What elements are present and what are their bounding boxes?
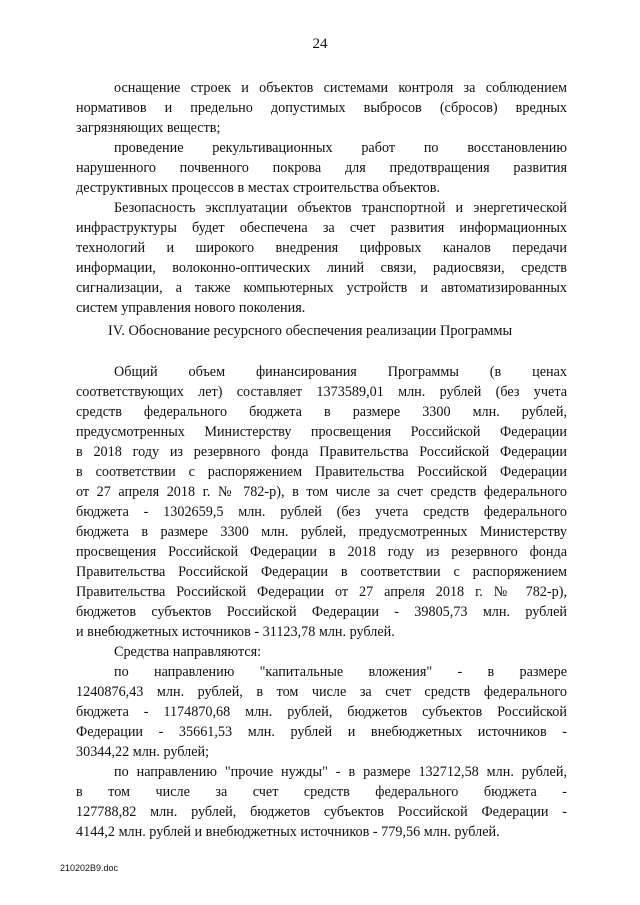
text-line: технологий и широкого внедрения цифровых каналов передачи — [76, 240, 567, 256]
text-line: Правительства Российской Федерации в соответствии с распоряжением — [76, 564, 567, 580]
text-line: соответствующих лет) составляет 1373589,01 млн. рублей (без учета — [76, 384, 567, 400]
text-line: Безопасность эксплуатации объектов транспортной и энергетической — [114, 200, 567, 216]
text-line: деструктивных процессов в местах строительства объектов. — [76, 180, 440, 196]
text-line: по направлению "прочие нужды" - в размере 132712,58 млн. рублей, — [114, 764, 567, 780]
text-line: Правительства Российской Федерации от 27 апреля 2018 г. № 782-р), — [76, 584, 567, 600]
page-number: 24 — [312, 36, 328, 52]
text-line: бюджета в размере 3300 млн. рублей, предусмотренных Министерству — [76, 524, 567, 540]
text-line: бюджета - 1174870,68 млн. рублей, бюджетов субъектов Российской — [76, 704, 567, 720]
text-line: информации, волоконно-оптических линий связи, радиосвязи, средств — [76, 260, 567, 276]
text-line: предусмотренных Министерству просвещения Российской Федерации — [76, 424, 567, 440]
text-line: бюджета - 1302659,5 млн. рублей (без учета средств федерального — [76, 504, 567, 520]
text-line: Федерации - 35661,53 млн. рублей и внебюджетных источников - — [76, 724, 567, 740]
text-line: 4144,2 млн. рублей и внебюджетных источников - 779,56 млн. рублей. — [76, 824, 500, 840]
text-line: средств федерального бюджета в размере 3300 млн. рублей, — [76, 404, 567, 420]
footer-filename: 210202В9.doc — [60, 863, 119, 873]
text-line: просвещения Российской Федерации в 2018 году из резервного фонда — [76, 544, 567, 560]
text-line: нарушенного почвенного покрова для предотвращения развития — [76, 160, 567, 176]
text-line: загрязняющих веществ; — [76, 120, 221, 136]
text-line: от 27 апреля 2018 г. № 782-р), в том числе за счет средств федерального — [76, 484, 567, 500]
text-line: Общий объем финансирования Программы (в ценах — [114, 364, 567, 380]
text-line: и внебюджетных источников - 31123,78 млн. рублей. — [76, 624, 395, 640]
text-line: систем управления нового поколения. — [76, 300, 306, 316]
text-line: проведение рекультивационных работ по восстановлению — [114, 140, 567, 156]
text-line: нормативов и предельно допустимых выбросов (сбросов) вредных — [76, 100, 567, 116]
text-line: 1240876,43 млн. рублей, в том числе за счет средств федерального — [76, 684, 567, 700]
text-line: в том числе за счет средств федерального бюджета - — [76, 784, 567, 800]
text-line: сигнализации, а также компьютерных устройств и автоматизированных — [76, 280, 567, 296]
text-line: по направлению "капитальные вложения" - в размере — [114, 664, 567, 680]
text-line: оснащение строек и объектов системами контроля за соблюдением — [114, 80, 567, 96]
section-heading: IV. Обоснование ресурсного обеспечения реализации Программы — [108, 323, 513, 339]
text-line: 127788,82 млн. рублей, бюджетов субъектов Российской Федерации - — [76, 804, 567, 820]
text-line: бюджетов субъектов Российской Федерации - 39805,73 млн. рублей — [76, 604, 567, 620]
text-line: в 2018 году из резервного фонда Правительства Российской Федерации — [76, 444, 567, 460]
text-line: в соответствии с распоряжением Правительства Российской Федерации — [76, 464, 567, 480]
text-line: 30344,22 млн. рублей; — [76, 744, 210, 760]
text-line: Средства направляются: — [114, 644, 262, 660]
text-line: инфраструктуры будет обеспечена за счет развития информационных — [76, 220, 567, 236]
